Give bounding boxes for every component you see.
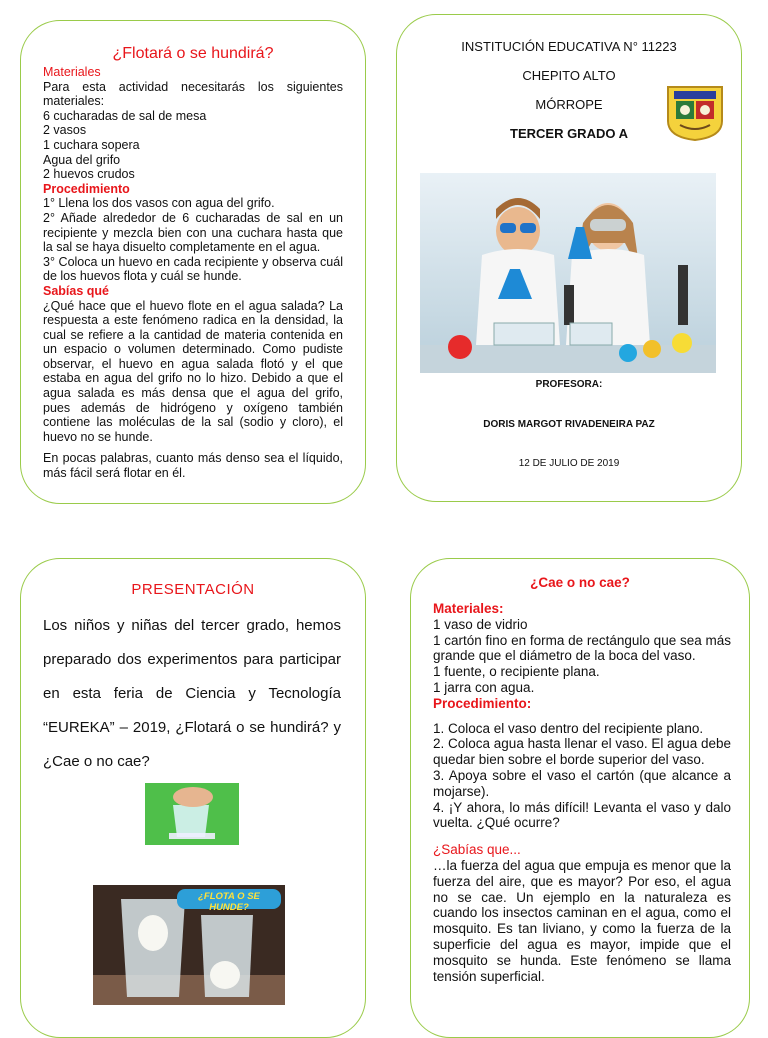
materials-intro: Para esta actividad necesitarás los siguientes materiales: (43, 79, 343, 109)
card1-content (43, 65, 343, 481)
materials-heading: Materiales: (433, 601, 504, 616)
procedure-step: 3. Apoya sobre el vaso el cartón (que alcance a mojarse). (433, 767, 731, 799)
grade-label: TERCER GRADO A (510, 126, 628, 141)
card1-title: ¿Flotará o se hundirá? (112, 45, 274, 62)
school-crest-image (666, 83, 724, 141)
card4-title: ¿Cae o no cae? (530, 575, 630, 590)
presentation-card (20, 558, 366, 1038)
procedure-step: 2° Añade alrededor de 6 cucharadas de sal en un recipiente y mezcla bien con una cuchara hasta que la sal se haya disuelto completamente en el agua. (43, 210, 343, 255)
procedure-heading: Procedimiento (43, 181, 130, 196)
knowing-heading: Sabías qué (43, 283, 109, 298)
procedure-step: 1. Coloca el vaso dentro del recipiente plano. (433, 720, 704, 736)
presentation-title: PRESENTACIÓN (131, 581, 255, 598)
material-item: 2 huevos crudos (43, 167, 135, 182)
material-item: 2 vasos (43, 123, 87, 138)
place-name: CHEPITO ALTO (522, 68, 616, 83)
material-item: 1 jarra con agua. (433, 679, 535, 695)
materials-heading: Materiales (43, 65, 101, 79)
material-item: 1 vaso de vidrio (433, 616, 528, 632)
procedure-heading: Procedimiento: (433, 695, 532, 711)
conclusion-text: En pocas palabras, cuanto más denso sea el líquido, más fácil será flotar en él. (43, 451, 343, 481)
material-item: Agua del grifo (43, 152, 121, 167)
fall-experiment-card (410, 558, 750, 1038)
knowing-heading: ¿Sabías que... (433, 842, 521, 858)
teacher-label: PROFESORA: (535, 379, 603, 390)
children-lab-photo (420, 173, 716, 373)
teacher-name: DORIS MARGOT RIVADENEIRA PAZ (483, 419, 655, 430)
event-date: 12 DE JULIO DE 2019 (518, 458, 620, 469)
district-name: MÓRROPE (535, 97, 603, 112)
procedure-step: 1° Llena los dos vasos con agua del grifo. (43, 196, 275, 211)
material-item: 1 cartón fino en forma de rectángulo que sea más grande que el diámetro de la boca del vaso. (433, 632, 731, 664)
knowing-text: ¿Qué hace que el huevo flote en el agua salada? La respuesta a este fenómeno radica en la densidad, la cual se refiere a la cantidad de materia contenida en un espacio o volumen determinado. Como pudiste observar, el huevo en agua salada flotó y el que estaba en agua del grifo no lo hizo. Debido a que el agua salada es más densa que el agua del grifo, pues además de hidrógeno y oxígeno también contiene las moléculas de la sal (sodio y cloro), el huevo no se hunde. (43, 298, 343, 444)
float-experiment-card (20, 20, 366, 504)
material-item: 1 cuchara sopera (43, 137, 140, 152)
procedure-step: 2. Coloca agua hasta llenar el vaso. El agua debe quedar bien sobre el borde superior del vaso. (433, 736, 731, 768)
photo-caption: ¿FLOTA O SE HUNDE? (198, 891, 260, 913)
glass-card-photo (145, 783, 239, 845)
material-item: 1 fuente, o recipiente plana. (433, 664, 600, 680)
procedure-step: 3° Coloca un huevo en cada recipiente y observa cuál de los huevos flota y cuál se hunde. (43, 254, 343, 284)
procedure-step: 4. ¡Y ahora, lo más difícil! Levanta el vaso y dalo vuelta. ¿Qué ocurre? (433, 799, 731, 831)
float-sink-photo (93, 885, 285, 1005)
presentation-body: Los niños y niñas del tercer grado, hemos preparado dos experimentos para participar en esta feria de Ciencia y Tecnología “EUREKA” – 2019, ¿Flotará o se hundirá? y ¿Cae o no cae? (43, 617, 341, 770)
card4-content (433, 601, 731, 984)
cover-card (396, 14, 742, 502)
knowing-text: …la fuerza del agua que empuja es menor que la fuerza del aire, que es mayor? Por eso, el agua no se cae. Un ejemplo en la naturaleza es cuando los insectos caminan en el agua, como el mosquito. Es tan liviano, y como la fuerza de la superficie del agua es mayor, impide que el mosquito se hunda. Este fenómeno se llama tensión superficial. (433, 857, 731, 984)
school-name: INSTITUCIÓN EDUCATIVA N° 11223 (461, 39, 677, 54)
material-item: 6 cucharadas de sal de mesa (43, 108, 207, 123)
